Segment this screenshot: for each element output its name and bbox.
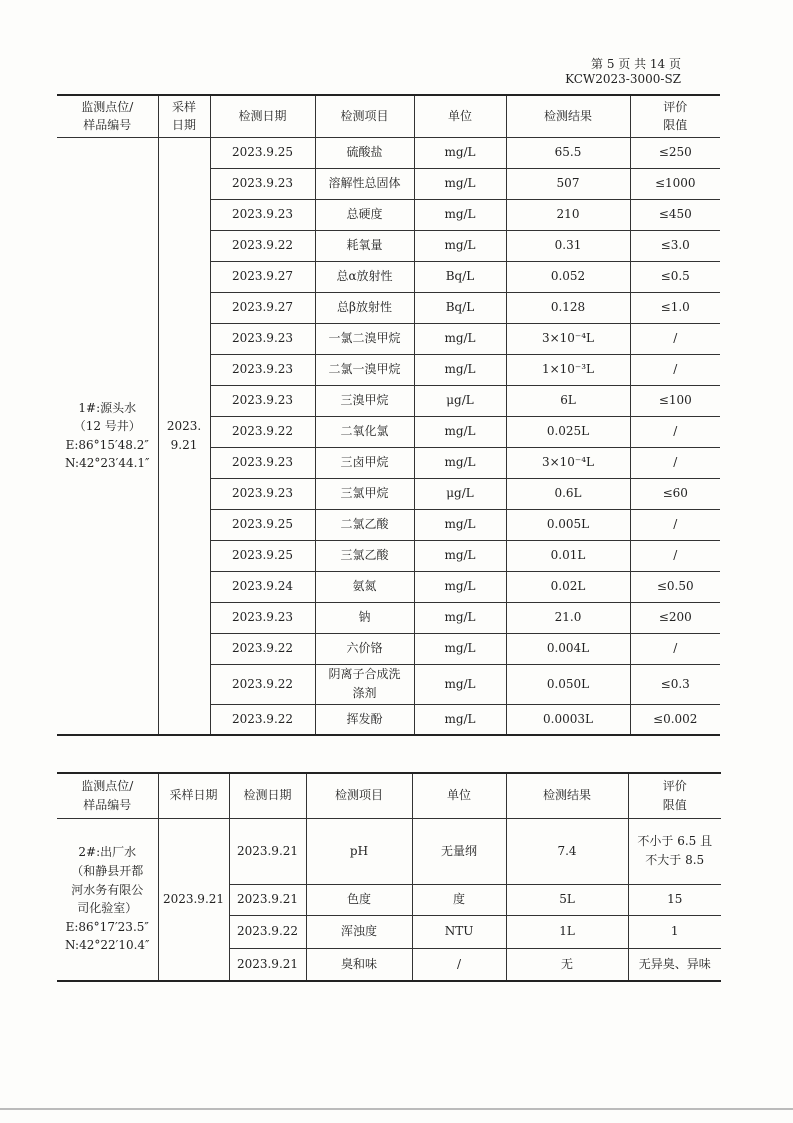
header-site: 监测点位/ 样品编号 [57, 773, 158, 818]
header-test-item: 检测项目 [315, 95, 414, 137]
table-row [57, 137, 720, 168]
limit-cell: 1 [628, 915, 721, 948]
test-item-cell: 浑浊度 [306, 915, 412, 948]
header-test-date: 检测日期 [229, 773, 306, 818]
unit-cell: 度 [412, 884, 506, 915]
test-item-cell: 三氯乙酸 [315, 540, 414, 571]
test-date-cell: 2023.9.22 [229, 915, 306, 948]
header-limit: 评价 限值 [628, 773, 721, 818]
limit-cell: ≤0.5 [630, 261, 720, 292]
test-date-cell: 2023.9.23 [210, 168, 315, 199]
site-cell: 2#:出厂水 （和静县开都 河水务有限公 司化验室） E:86°17′23.5″ N:42°22′10.4″ [57, 818, 158, 981]
test-date-cell: 2023.9.22 [210, 416, 315, 447]
test-date-cell: 2023.9.24 [210, 571, 315, 602]
limit-cell: 无异臭、异味 [628, 948, 721, 981]
result-cell: 6L [506, 385, 630, 416]
header-test-item: 检测项目 [306, 773, 412, 818]
test-item-cell: 总硬度 [315, 199, 414, 230]
result-cell: 0.004L [506, 633, 630, 664]
test-date-cell: 2023.9.25 [210, 540, 315, 571]
unit-cell: mg/L [414, 509, 506, 540]
test-item-cell: pH [306, 818, 412, 884]
test-date-cell: 2023.9.25 [210, 509, 315, 540]
unit-cell: mg/L [414, 137, 506, 168]
unit-cell: mg/L [414, 571, 506, 602]
result-cell: 0.6L [506, 478, 630, 509]
test-item-cell: 总α放射性 [315, 261, 414, 292]
limit-cell: / [630, 354, 720, 385]
test-item-cell: 三溴甲烷 [315, 385, 414, 416]
limit-cell: ≤1.0 [630, 292, 720, 323]
sample-date-cell: 2023.9.21 [158, 818, 229, 981]
test-date-cell: 2023.9.23 [210, 385, 315, 416]
unit-cell: Bq/L [414, 292, 506, 323]
unit-cell: mg/L [414, 447, 506, 478]
unit-cell: mg/L [414, 633, 506, 664]
unit-cell: 无量纲 [412, 818, 506, 884]
limit-cell: / [630, 447, 720, 478]
test-item-cell: 二氧化氯 [315, 416, 414, 447]
table-row [57, 818, 721, 884]
test-date-cell: 2023.9.22 [210, 664, 315, 704]
result-cell: 0.01L [506, 540, 630, 571]
limit-cell: / [630, 633, 720, 664]
header-sample-date: 采样 日期 [158, 95, 210, 137]
unit-cell: μg/L [414, 478, 506, 509]
unit-cell: μg/L [414, 385, 506, 416]
test-item-cell: 六价铬 [315, 633, 414, 664]
unit-cell: mg/L [414, 664, 506, 704]
results-table-2 [57, 772, 721, 982]
test-date-cell: 2023.9.23 [210, 354, 315, 385]
unit-cell: mg/L [414, 704, 506, 735]
result-cell: 21.0 [506, 602, 630, 633]
test-item-cell: 二氯一溴甲烷 [315, 354, 414, 385]
limit-cell: 不小于 6.5 且 不大于 8.5 [628, 818, 721, 884]
unit-cell: mg/L [414, 416, 506, 447]
unit-cell: mg/L [414, 323, 506, 354]
header-limit: 评价 限值 [630, 95, 720, 137]
test-item-cell: 氨氮 [315, 571, 414, 602]
result-cell: 1L [506, 915, 628, 948]
sample-date-cell: 2023. 9.21 [158, 137, 210, 735]
limit-cell: ≤0.3 [630, 664, 720, 704]
scan-edge-line [0, 1108, 793, 1110]
test-item-cell: 一氯二溴甲烷 [315, 323, 414, 354]
test-date-cell: 2023.9.21 [229, 948, 306, 981]
header-unit: 单位 [412, 773, 506, 818]
table-header-row [57, 95, 720, 137]
test-item-cell: 钠 [315, 602, 414, 633]
header-test-date: 检测日期 [210, 95, 315, 137]
limit-cell: / [630, 540, 720, 571]
result-cell: 65.5 [506, 137, 630, 168]
result-cell: 1×10⁻³L [506, 354, 630, 385]
limit-cell: / [630, 323, 720, 354]
result-cell: 0.005L [506, 509, 630, 540]
limit-cell: / [630, 416, 720, 447]
unit-cell: mg/L [414, 230, 506, 261]
test-item-cell: 二氯乙酸 [315, 509, 414, 540]
result-cell: 0.128 [506, 292, 630, 323]
limit-cell: ≤450 [630, 199, 720, 230]
test-item-cell: 耗氧量 [315, 230, 414, 261]
test-item-cell: 三氯甲烷 [315, 478, 414, 509]
limit-cell: ≤60 [630, 478, 720, 509]
header-sample-date: 采样日期 [158, 773, 229, 818]
test-date-cell: 2023.9.23 [210, 602, 315, 633]
result-cell: 0.31 [506, 230, 630, 261]
result-cell: 0.02L [506, 571, 630, 602]
result-cell: 507 [506, 168, 630, 199]
test-date-cell: 2023.9.23 [210, 478, 315, 509]
limit-cell: ≤3.0 [630, 230, 720, 261]
test-item-cell: 色度 [306, 884, 412, 915]
result-cell: 0.050L [506, 664, 630, 704]
test-date-cell: 2023.9.22 [210, 230, 315, 261]
result-cell: 5L [506, 884, 628, 915]
test-item-cell: 臭和味 [306, 948, 412, 981]
test-date-cell: 2023.9.22 [210, 633, 315, 664]
test-date-cell: 2023.9.27 [210, 292, 315, 323]
unit-cell: mg/L [414, 199, 506, 230]
limit-cell: / [630, 509, 720, 540]
result-cell: 3×10⁻⁴L [506, 323, 630, 354]
result-cell: 3×10⁻⁴L [506, 447, 630, 478]
result-cell: 210 [506, 199, 630, 230]
test-date-cell: 2023.9.23 [210, 323, 315, 354]
header-unit: 单位 [414, 95, 506, 137]
test-date-cell: 2023.9.23 [210, 199, 315, 230]
result-cell: 无 [506, 948, 628, 981]
test-date-cell: 2023.9.25 [210, 137, 315, 168]
header-result: 检测结果 [506, 773, 628, 818]
unit-cell: NTU [412, 915, 506, 948]
unit-cell: / [412, 948, 506, 981]
limit-cell: 15 [628, 884, 721, 915]
test-date-cell: 2023.9.22 [210, 704, 315, 735]
result-cell: 0.0003L [506, 704, 630, 735]
test-date-cell: 2023.9.21 [229, 884, 306, 915]
test-item-cell: 总β放射性 [315, 292, 414, 323]
test-date-cell: 2023.9.21 [229, 818, 306, 884]
page-number: 第 5 页 共 14 页 [591, 57, 681, 71]
header-site: 监测点位/ 样品编号 [57, 95, 158, 137]
limit-cell: ≤0.002 [630, 704, 720, 735]
unit-cell: mg/L [414, 354, 506, 385]
limit-cell: ≤100 [630, 385, 720, 416]
test-item-cell: 三卤甲烷 [315, 447, 414, 478]
unit-cell: mg/L [414, 602, 506, 633]
limit-cell: ≤0.50 [630, 571, 720, 602]
unit-cell: mg/L [414, 540, 506, 571]
result-cell: 0.025L [506, 416, 630, 447]
site-cell: 1#:源头水 （12 号井） E:86°15′48.2″ N:42°23′44.1″ [57, 137, 158, 735]
limit-cell: ≤200 [630, 602, 720, 633]
unit-cell: mg/L [414, 168, 506, 199]
table-header-row [57, 773, 721, 818]
limit-cell: ≤1000 [630, 168, 720, 199]
results-table-1 [57, 94, 720, 736]
report-number: KCW2023-3000-SZ [565, 72, 681, 86]
test-item-cell: 阴离子合成洗 涤剂 [315, 664, 414, 704]
header-result: 检测结果 [506, 95, 630, 137]
test-date-cell: 2023.9.27 [210, 261, 315, 292]
test-item-cell: 硫酸盐 [315, 137, 414, 168]
result-cell: 7.4 [506, 818, 628, 884]
result-cell: 0.052 [506, 261, 630, 292]
limit-cell: ≤250 [630, 137, 720, 168]
test-item-cell: 溶解性总固体 [315, 168, 414, 199]
test-item-cell: 挥发酚 [315, 704, 414, 735]
unit-cell: Bq/L [414, 261, 506, 292]
test-date-cell: 2023.9.23 [210, 447, 315, 478]
